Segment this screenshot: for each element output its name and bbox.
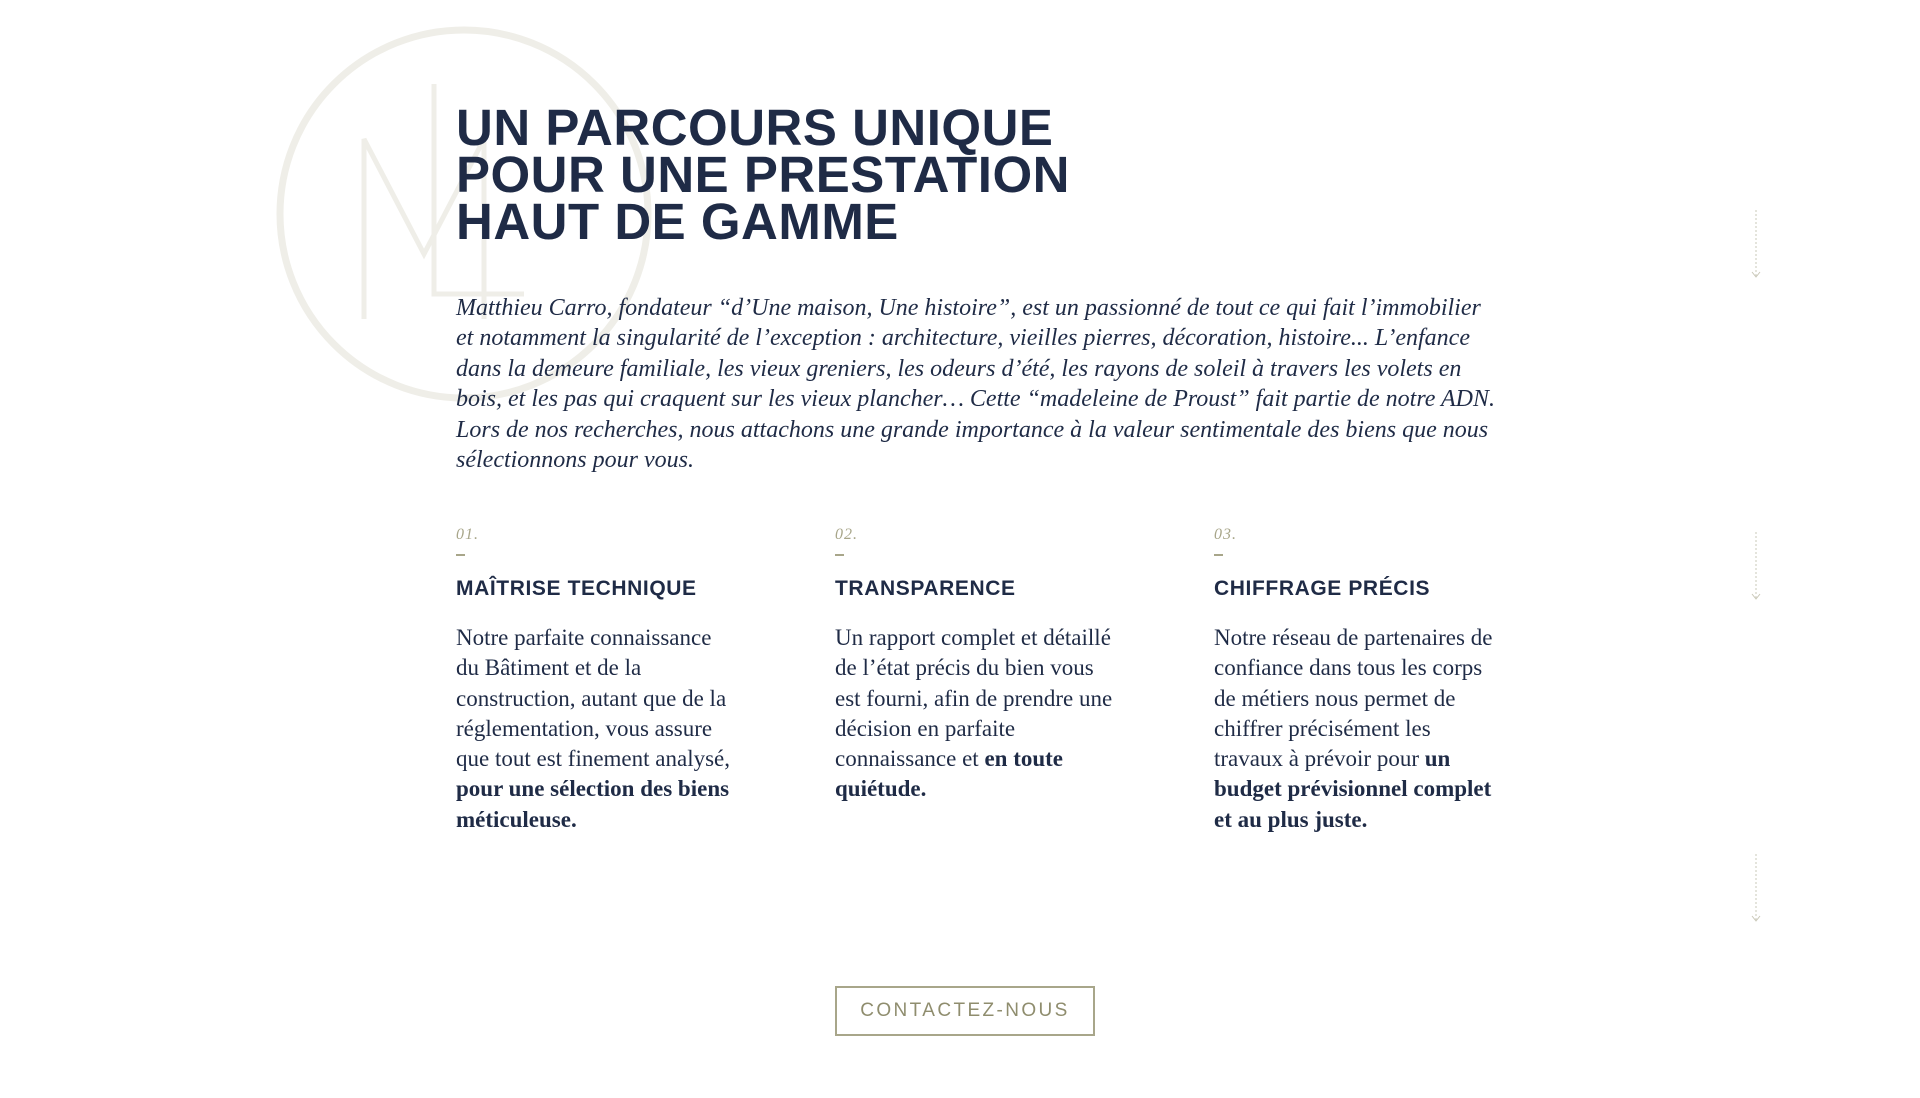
feature-text-body: Notre parfaite connaissance du Bâtiment et de la construction, autant que de la réglementation, vous assure que tout est finement analysé,	[456, 625, 731, 772]
feature-text-body: Notre réseau de partenaires de confiance dans tous les corps de métiers nous permet de chiffrer précisément les travaux à prévoir pour	[1214, 625, 1493, 772]
feature-number: 03.	[1214, 526, 1237, 543]
title-line-2: POUR UNE PRESTATION	[456, 146, 1070, 203]
intro-paragraph: Matthieu Carro, fondateur “d’Une maison, Une histoire”, est un passionné de tout ce qui fait l’immobilier et notamment la singularité de l’exception : architecture, vieilles pierres, décoration, histoire... L’enfance dans la demeure familiale, les vieux greniers, les odeurs d’été, les rayons de soleil à travers les volets en bois, et les pas qui craquent sur les vieux plancher… Cette “madeleine de Proust” fait partie de notre ADN. Lors de nos recherches, nous attachons une grande importance à la valeur sentimentale des biens que nous sélectionnons pour vous.	[456, 295, 1495, 474]
feature-dash-divider	[835, 554, 844, 556]
feature-transparence	[835, 526, 1115, 805]
contact-us-button[interactable]: CONTACTEZ-NOUS	[835, 986, 1095, 1036]
feature-text	[835, 623, 1115, 805]
feature-dash-divider	[1214, 554, 1223, 556]
feature-text	[456, 623, 736, 835]
title-line-3: HAUT DE GAMME	[456, 193, 899, 250]
scroll-down-arrow-icon[interactable]	[1749, 854, 1763, 926]
feature-chiffrage-precis	[1214, 526, 1494, 835]
feature-number: 02.	[835, 526, 858, 543]
feature-number: 01.	[456, 526, 479, 543]
feature-text	[1214, 623, 1494, 835]
feature-text-highlight: pour une sélection des biens méticuleuse.	[456, 776, 730, 832]
feature-text-body: Un rapport complet et détaillé de l’état précis du bien vous est fourni, afin de prendre une décision en parfaite connaissance et	[835, 625, 1113, 772]
feature-dash-divider	[456, 554, 465, 556]
scroll-down-arrow-icon[interactable]	[1749, 210, 1763, 282]
feature-title: MAÎTRISE TECHNIQUE	[456, 577, 697, 600]
page-title	[456, 99, 1070, 250]
feature-title: TRANSPARENCE	[835, 577, 1016, 600]
title-line-1: UN PARCOURS UNIQUE	[456, 99, 1054, 156]
feature-text-highlight: un budget prévisionnel complet et au plus juste.	[1214, 746, 1492, 832]
scroll-down-arrow-icon[interactable]	[1749, 532, 1763, 604]
feature-maitrise-technique	[456, 526, 736, 835]
feature-text-highlight: en toute quiétude.	[835, 746, 1064, 802]
feature-title: CHIFFRAGE PRÉCIS	[1214, 577, 1431, 600]
